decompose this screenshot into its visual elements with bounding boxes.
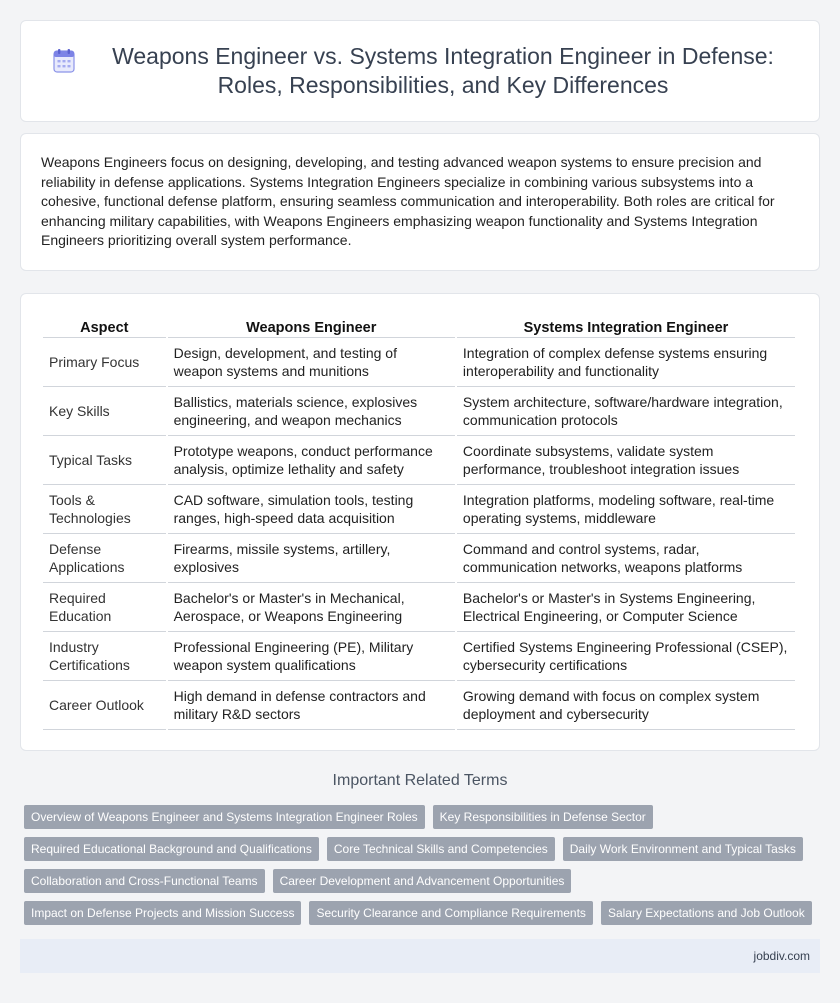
table-row [43,436,795,485]
related-tags-row-1 [24,805,824,829]
related-tag[interactable]: Daily Work Environment and Typical Tasks [563,837,803,861]
cell-weapons: Firearms, missile systems, artillery, explosives [168,534,455,583]
comparison-table-card [20,293,820,751]
cell-systems: Bachelor's or Master's in Systems Engineering, Electrical Engineering, or Computer Science [457,583,795,632]
table-row [43,681,795,730]
table-row [43,534,795,583]
related-terms-title: Important Related Terms [332,772,508,789]
cell-aspect: Career Outlook [43,681,166,730]
table-row [43,338,795,387]
intro-card [20,133,820,271]
cell-weapons: Bachelor's or Master's in Mechanical, Aerospace, or Weapons Engineering [168,583,455,632]
title-card [20,20,820,122]
related-tag[interactable]: Security Clearance and Compliance Requirements [309,901,592,925]
table-row [43,485,795,534]
cell-systems: Integration platforms, modeling software, real-time operating systems, middleware [457,485,795,534]
cell-aspect: Typical Tasks [43,436,166,485]
cell-systems: Integration of complex defense systems ensuring interoperability and functionality [457,338,795,387]
footer [20,939,820,973]
header-aspect: Aspect [43,314,166,338]
cell-systems: Certified Systems Engineering Professional (CSEP), cybersecurity certifications [457,632,795,681]
page-title: Weapons Engineer vs. Systems Integration Engineer in Defense: Roles, Responsibilities, and Key Differences [112,43,774,98]
related-tags-row-3 [24,869,824,893]
table-header-row [43,314,795,338]
cell-weapons: High demand in defense contractors and military R&D sectors [168,681,455,730]
related-tag[interactable]: Core Technical Skills and Competencies [327,837,555,861]
cell-aspect: Key Skills [43,387,166,436]
related-tags-row-4 [24,901,824,925]
cell-aspect: Required Education [43,583,166,632]
cell-systems: Command and control systems, radar, communication networks, weapons platforms [457,534,795,583]
cell-weapons: Professional Engineering (PE), Military weapon system qualifications [168,632,455,681]
cell-systems: System architecture, software/hardware integration, communication protocols [457,387,795,436]
cell-weapons: Ballistics, materials science, explosives engineering, and weapon mechanics [168,387,455,436]
cell-aspect: Industry Certifications [43,632,166,681]
header-weapons-engineer: Weapons Engineer [168,314,455,338]
comparison-table [41,314,797,730]
table-row [43,387,795,436]
cell-weapons: Prototype weapons, conduct performance analysis, optimize lethality and safety [168,436,455,485]
cell-aspect: Primary Focus [43,338,166,387]
table-row [43,583,795,632]
related-tag[interactable]: Career Development and Advancement Opportunities [273,869,572,893]
related-tag[interactable]: Collaboration and Cross-Functional Teams [24,869,265,893]
footer-site-link[interactable]: jobdiv.com [753,949,810,963]
related-tag[interactable]: Key Responsibilities in Defense Sector [433,805,653,829]
related-tag[interactable]: Salary Expectations and Job Outlook [601,901,812,925]
intro-paragraph: Weapons Engineers focus on designing, developing, and testing advanced weapon systems to ensure precision and reliability in defense applications. Systems Integration Engineers specialize in combining various subsystems into a cohesive, functional defense platform, ensuring seamless communication and interoperability. Both roles are critical for enhancing military capabilities, with Weapons Engineers emphasizing weapon functionality and Systems Integration Engineers prioritizing overall system performance. [41,154,775,249]
related-tag[interactable]: Required Educational Background and Qualifications [24,837,319,861]
table-row [43,632,795,681]
header-systems-integration-engineer: Systems Integration Engineer [457,314,795,338]
cell-weapons: Design, development, and testing of weapon systems and munitions [168,338,455,387]
cell-aspect: Defense Applications [43,534,166,583]
cell-weapons: CAD software, simulation tools, testing ranges, high-speed data acquisition [168,485,455,534]
cell-systems: Coordinate subsystems, validate system performance, troubleshoot integration issues [457,436,795,485]
document-icon [51,48,77,74]
cell-aspect: Tools & Technologies [43,485,166,534]
cell-systems: Growing demand with focus on complex system deployment and cybersecurity [457,681,795,730]
related-tag[interactable]: Overview of Weapons Engineer and Systems Integration Engineer Roles [24,805,425,829]
related-tag[interactable]: Impact on Defense Projects and Mission Success [24,901,301,925]
related-tags-row-2 [24,837,824,861]
title-wrap [21,42,819,100]
